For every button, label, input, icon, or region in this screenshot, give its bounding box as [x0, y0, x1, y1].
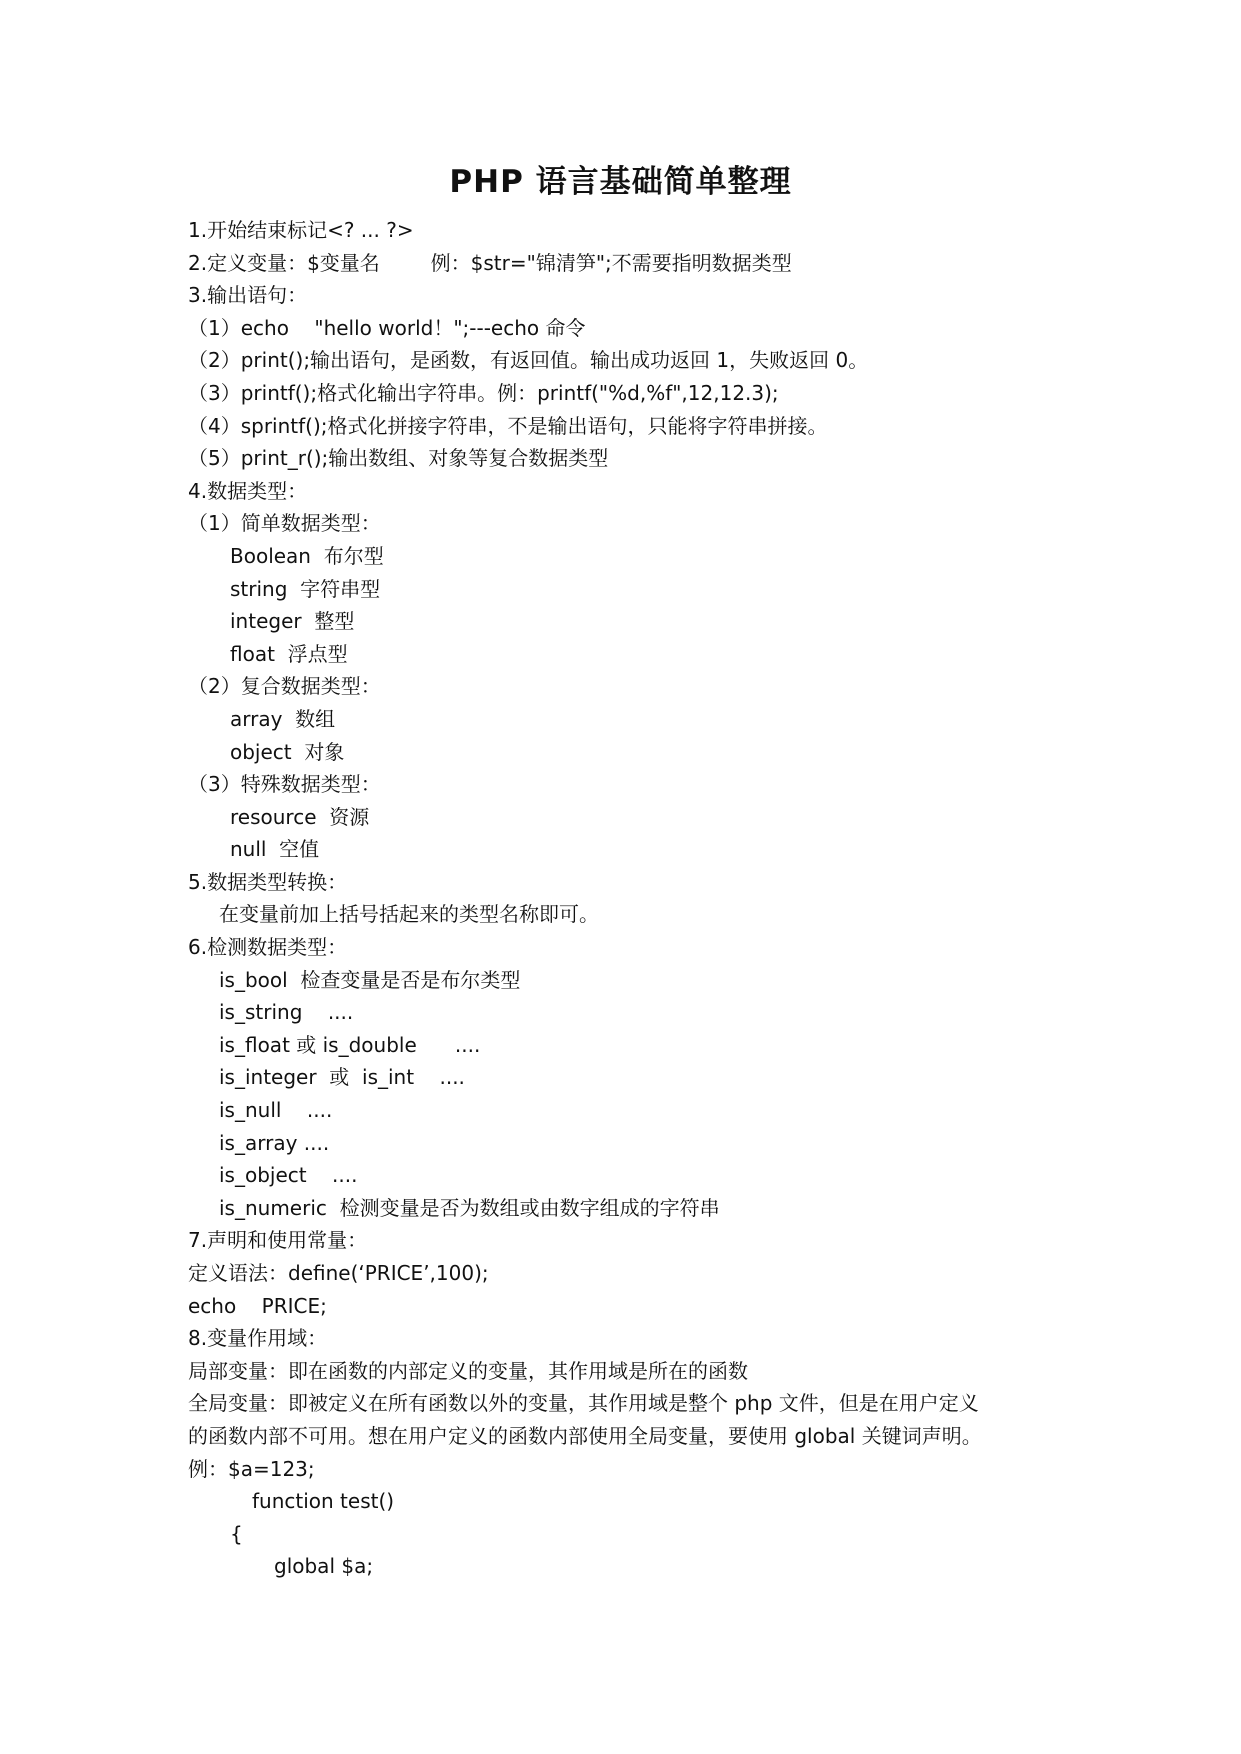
text-line: 定义语法：define(‘PRICE’,100); — [188, 1261, 489, 1285]
text-line: （1）简单数据类型： — [188, 511, 381, 536]
text-line: （1）echo "hello world！";---echo 命令 — [188, 315, 586, 340]
text-line: echo PRICE; — [188, 1293, 327, 1318]
code-line: function test() — [252, 1489, 395, 1514]
text-line: 8.变量作用域： — [188, 1326, 328, 1351]
text-line: 2.定义变量：$变量名 例：$str="锦清笋";不需要指明数据类型 — [188, 250, 792, 275]
text-line: null 空值 — [230, 837, 320, 862]
text-line: is_string .... — [219, 1000, 354, 1025]
text-line: is_integer 或 is_int .... — [219, 1065, 465, 1090]
text-line: 全局变量：即被定义在所有函数以外的变量，其作用域是整个 php 文件，但是在用户定义 — [188, 1391, 979, 1416]
document-body — [188, 214, 1068, 1583]
text-line: （4）sprintf();格式化拼接字符串，不是输出语句，只能将字符串拼接。 — [188, 413, 828, 438]
text-line: resource 资源 — [230, 804, 370, 829]
text-line: （3）特殊数据类型： — [188, 772, 381, 797]
document-title: PHP 语言基础简单整理 — [449, 164, 792, 200]
text-line: is_float 或 is_double .... — [219, 1032, 481, 1057]
text-line: 局部变量：即在函数的内部定义的变量，其作用域是所在的函数 — [188, 1358, 748, 1383]
text-line: array 数组 — [230, 706, 336, 731]
text-line: is_bool 检查变量是否是布尔类型 — [219, 967, 521, 992]
text-line: is_object .... — [219, 1163, 358, 1188]
text-line: object 对象 — [230, 739, 345, 764]
text-line: 4.数据类型： — [188, 478, 308, 503]
code-line: global $a; — [274, 1554, 374, 1579]
text-line: 1.开始结束标记<? ... ?> — [188, 218, 414, 242]
text-line: is_null .... — [219, 1098, 333, 1123]
text-line: Boolean 布尔型 — [230, 543, 384, 568]
code-line: { — [230, 1521, 243, 1546]
text-line: 6.检测数据类型： — [188, 935, 348, 960]
text-line: （2）复合数据类型： — [188, 674, 381, 699]
text-line: 的函数内部不可用。想在用户定义的函数内部使用全局变量，要使用 global 关键词声明。 — [188, 1423, 982, 1448]
text-line: 7.声明和使用常量： — [188, 1228, 368, 1253]
text-line: is_array .... — [219, 1130, 330, 1155]
text-line: is_numeric 检测变量是否为数组或由数字组成的字符串 — [219, 1195, 720, 1220]
text-line: （2）print();输出语句，是函数，有返回值。输出成功返回 1，失败返回 0。 — [188, 348, 869, 373]
text-line: string 字符串型 — [230, 576, 381, 601]
text-line: （5）print_r();输出数组、对象等复合数据类型 — [188, 446, 609, 471]
text-line: 3.输出语句： — [188, 283, 308, 308]
text-line: 5.数据类型转换： — [188, 869, 348, 894]
text-line: float 浮点型 — [230, 641, 348, 666]
text-line: integer 整型 — [230, 609, 355, 634]
text-line: 例：$a=123; — [188, 1456, 315, 1481]
text-line: （3）printf();格式化输出字符串。例：printf("%d,%f",12,12.3); — [188, 380, 779, 405]
text-line: 在变量前加上括号括起来的类型名称即可。 — [219, 902, 599, 927]
